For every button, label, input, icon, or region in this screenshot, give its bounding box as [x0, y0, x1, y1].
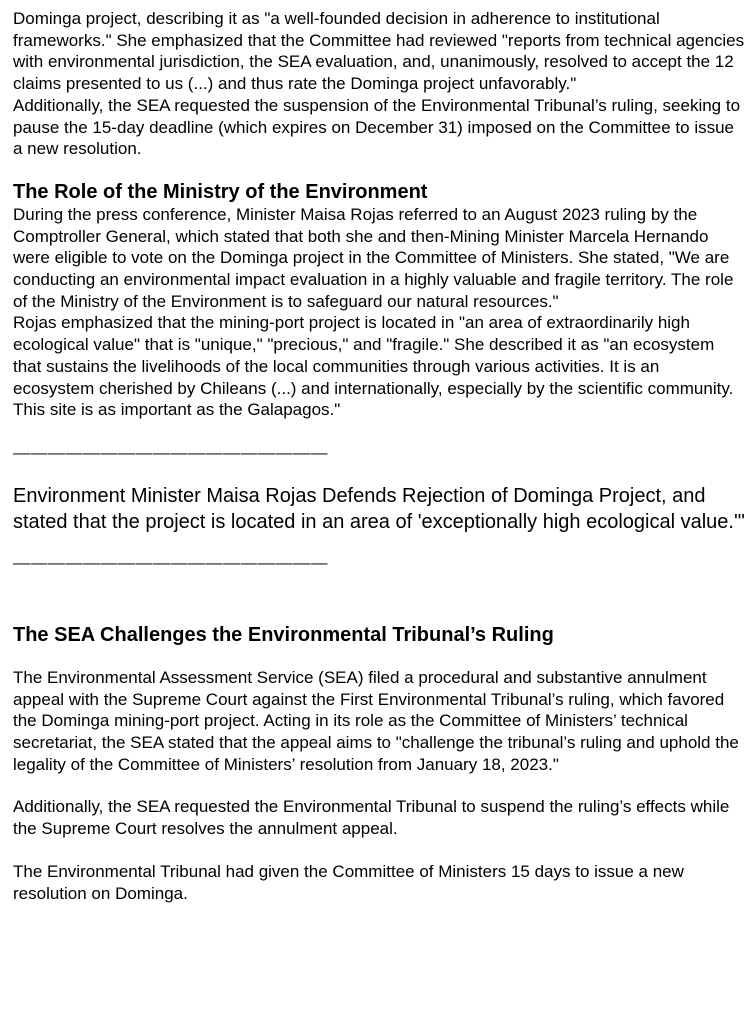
- paragraph-annulment-appeal: The Environmental Assessment Service (SEA) filed a procedural and substantive annulment appeal with the Supreme Court against the First Environmental Tribunal’s ruling, which favored the Dominga mining-port project. Acting in its role as the Committee of Ministers’ technical secretariat, the SEA stated that the appeal aims to "challenge the tribunal’s ruling and uphold the legality of the Committee of Ministers’ resolution from January 18, 2023.": [13, 667, 739, 774]
- separator-bottom: ——————————————————: [13, 552, 328, 572]
- article-body: [13, 8, 745, 904]
- paragraph-press-conference: During the press conference, Minister Maisa Rojas referred to an August 2023 ruling by the Comptroller General, which stated that both she and then-Mining Minister Marcela Hernando were eligible to vote on the Dominga project in the Committee of Ministers. She stated, "We are conducting an environmental impact evaluation in a highly valuable and fragile territory. The role of the Ministry of the Environment is to safeguard our natural resources.": [13, 204, 734, 311]
- paragraph-sea-suspension-request: Additionally, the SEA requested the suspension of the Environmental Tribunal’s ruling, seeking to pause the 15-day deadline (which expires on December 31) imposed on the Committee to issue a new resolution.: [13, 95, 741, 159]
- heading-ministry-role: The Role of the Ministry of the Environment: [13, 180, 428, 203]
- heading-sea-challenge: The SEA Challenges the Environmental Tribunal’s Ruling: [13, 623, 554, 646]
- paragraph-suspend-effects: Additionally, the SEA requested the Environmental Tribunal to suspend the ruling’s effects while the Supreme Court resolves the annulment appeal.: [13, 797, 730, 839]
- separator-top: ——————————————————: [13, 442, 328, 462]
- paragraph-deadline: The Environmental Tribunal had given the Committee of Ministers 15 days to issue a new resolution on Dominga.: [13, 861, 684, 903]
- paragraph-committee-decision: Dominga project, describing it as "a well-founded decision in adherence to institutional frameworks." She emphasized that the Committee had reviewed "reports from technical agencies with environmental jurisdiction, the SEA evaluation, and, unanimously, resolved to accept the 12 claims presented to us (...) and thus rate the Dominga project unfavorably.": [13, 9, 745, 94]
- pull-quote: Environment Minister Maisa Rojas Defends Rejection of Dominga Project, and stated that the project is located in an area of 'exceptionally high ecological value.'": [13, 484, 745, 534]
- paragraph-ecological-value: Rojas emphasized that the mining-port project is located in "an area of extraordinarily high ecological value" that is "unique," "precious," and "fragile." She described it as "an ecosystem that sustains the livelihoods of the local communities through various activities. It is an ecosystem cherished by Chileans (...) and internationally, especially by the scientific community. This site is as important as the Galapagos.": [13, 313, 734, 420]
